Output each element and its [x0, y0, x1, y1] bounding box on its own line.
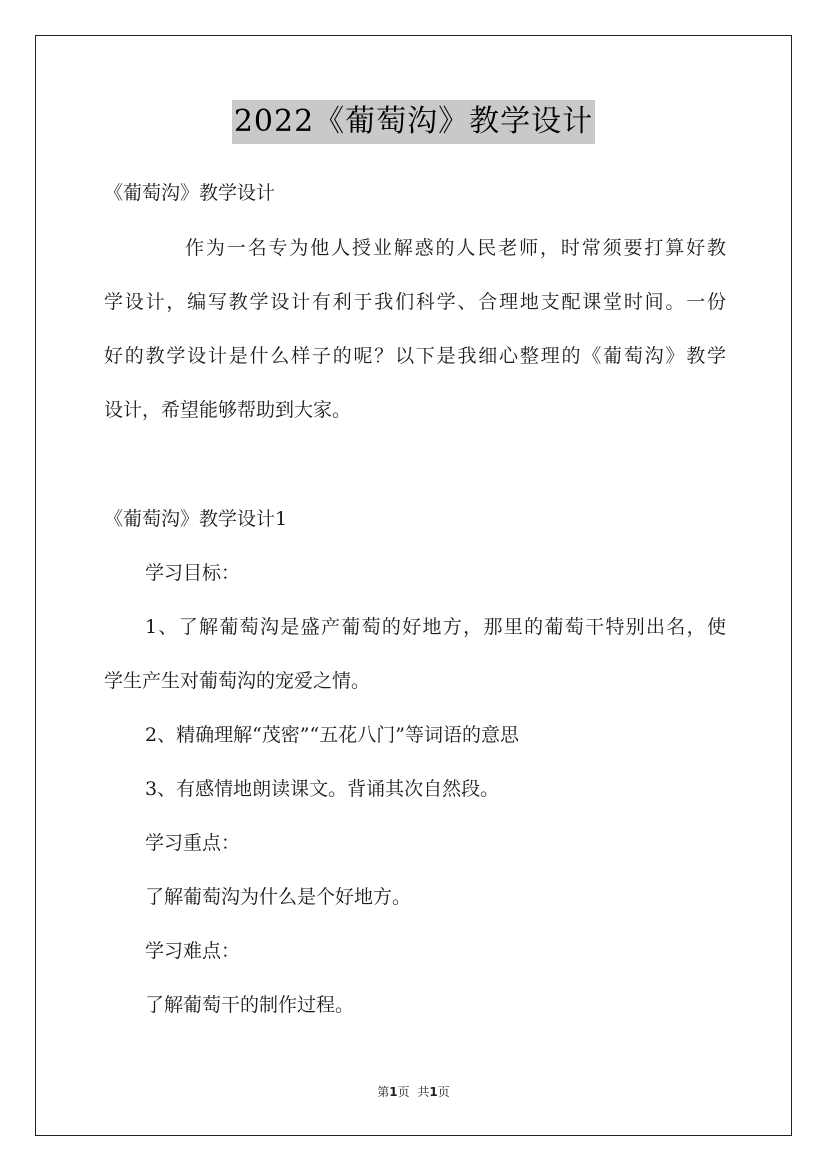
intro-line-2: 学设计，编写教学设计有利于我们科学、合理地支配课堂时间。一份 [104, 291, 726, 313]
page-footer [0, 1084, 827, 1100]
document-title: 2022《葡萄沟》教学设计 [232, 100, 595, 144]
difficulty-label: 学习难点： [145, 940, 241, 962]
footer-page-prefix: 第 [377, 1085, 390, 1099]
section-heading: 《葡萄沟》教学设计1 [104, 508, 288, 530]
difficulty-text: 了解葡萄干的制作过程。 [145, 994, 355, 1016]
goal-1-line-2: 学生产生对葡萄沟的宠爱之情。 [104, 670, 371, 692]
document-subtitle: 《葡萄沟》教学设计 [104, 182, 276, 204]
intro-line-3: 好的教学设计是什么样子的呢？以下是我细心整理的《葡萄沟》教学 [104, 345, 726, 367]
footer-total-prefix: 共 [417, 1085, 430, 1099]
goal-2: 2、精确理解“茂密”“五花八门”等词语的意思 [145, 724, 519, 746]
goals-label: 学习目标： [145, 562, 241, 584]
goal-1-line-1: 1、了解葡萄沟是盛产葡萄的好地方，那里的葡萄干特别出名，使 [145, 616, 726, 638]
intro-line-1: 作为一名专为他人授业解惑的人民老师，时常须要打算好教 [185, 237, 726, 259]
focus-text: 了解葡萄沟为什么是个好地方。 [145, 886, 412, 908]
title-wrap [0, 100, 827, 144]
footer-total-suffix: 页 [437, 1085, 450, 1099]
focus-label: 学习重点： [145, 832, 241, 854]
footer-page-number: 1 [389, 1085, 398, 1099]
intro-line-4: 设计，希望能够帮助到大家。 [104, 399, 352, 421]
goal-3: 3、有感情地朗读课文。背诵其次自然段。 [145, 778, 500, 800]
footer-page-suffix: 页 [397, 1085, 410, 1099]
footer-total-number: 1 [429, 1085, 438, 1099]
